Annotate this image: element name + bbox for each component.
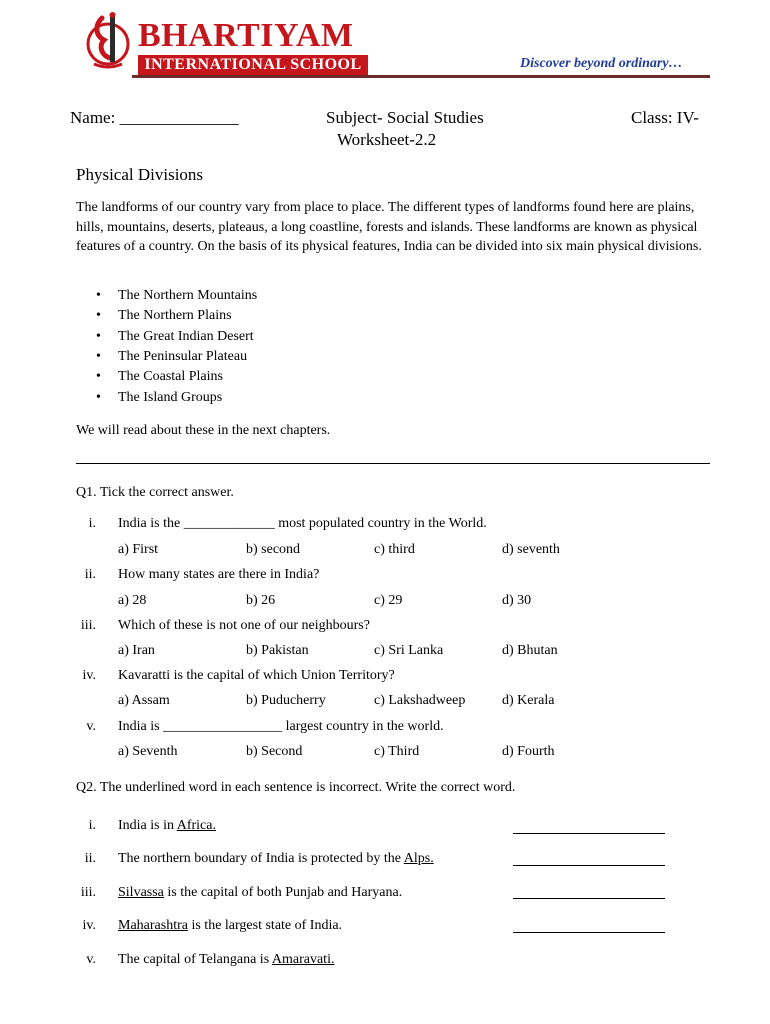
option-a: a) Assam: [118, 693, 170, 708]
option-c: c) Sri Lanka: [374, 643, 444, 658]
closing-line: We will read about these in the next chapters.: [76, 423, 331, 438]
option-a: a) Seventh: [118, 744, 178, 759]
answer-line: [513, 865, 665, 866]
question-text: Which of these is not one of our neighbours?: [118, 618, 370, 633]
q1-title: Q1. Tick the correct answer.: [76, 485, 234, 500]
sentence-text: The capital of Telangana is Amaravati.: [118, 952, 335, 967]
school-emblem-icon: [84, 12, 132, 72]
option-d: d) 30: [502, 593, 532, 608]
bullet-icon: •: [96, 308, 101, 324]
bullet-icon: •: [96, 348, 101, 364]
bullet-icon: •: [96, 328, 101, 344]
option-c: c) Lakshadweep: [374, 693, 466, 708]
section-title: Physical Divisions: [76, 165, 204, 184]
q2-title: Q2. The underlined word in each sentence is incorrect. Write the correct word.: [76, 780, 516, 795]
option-b: b) second: [246, 542, 301, 557]
option-a: a) First: [118, 542, 159, 557]
student-name-field: Name: ______________: [70, 108, 239, 127]
sentence-text: Silvassa is the capital of both Punjab and Haryana.: [118, 885, 403, 900]
option-a: a) Iran: [118, 643, 155, 658]
intro-paragraph: The landforms of our country vary from place to place. The different types of landforms found here are plains, hills, mountains, deserts, plateaus, a long coastline, forests and islands. These landforms are known as physical features of a country. On the basis of its physical features, India can be divided into six main physical divisions.: [76, 200, 702, 254]
option-d: d) Fourth: [502, 744, 555, 759]
incorrect-word: Alps.: [403, 851, 434, 866]
option-a: a) 28: [118, 593, 147, 608]
option-d: d) seventh: [502, 542, 560, 557]
option-c: c) Third: [374, 744, 420, 759]
option-b: b) Pakistan: [246, 643, 309, 658]
sentence-text: India is in Africa.: [118, 818, 216, 833]
incorrect-word: Africa.: [176, 818, 216, 833]
option-d: d) Kerala: [502, 693, 555, 708]
school-subtitle: INTERNATIONAL SCHOOL: [138, 55, 368, 75]
bullet-icon: •: [96, 369, 101, 385]
incorrect-word: Amaravati.: [271, 952, 335, 967]
answer-line: [513, 833, 665, 834]
subject-label: Subject- Social Studies: [326, 108, 484, 127]
header-divider: [132, 75, 710, 78]
question-text: Kavaratti is the capital of which Union Territory?: [118, 668, 395, 683]
school-tagline: Discover beyond ordinary…: [520, 56, 683, 71]
section-divider: [76, 463, 710, 464]
question-text: India is _________________ largest country in the world.: [118, 719, 444, 734]
sentence-text: The northern boundary of India is protected by the Alps.: [118, 851, 434, 866]
answer-line: [513, 932, 665, 933]
option-b: b) 26: [246, 593, 276, 608]
option-c: c) third: [374, 542, 415, 557]
question-text: India is the _____________ most populated country in the World.: [118, 516, 487, 531]
option-c: c) 29: [374, 593, 403, 608]
answer-line: [513, 898, 665, 899]
school-name: BHARTIYAM: [138, 17, 354, 54]
bullet-icon: •: [96, 389, 101, 405]
option-d: d) Bhutan: [502, 643, 558, 658]
incorrect-word: Maharashtra: [118, 918, 188, 933]
question-text: How many states are there in India?: [118, 567, 320, 582]
option-b: b) Puducherry: [246, 693, 326, 708]
worksheet-label: Worksheet-2.2: [337, 130, 437, 149]
class-label: Class: IV-: [631, 108, 699, 127]
bullet-icon: •: [96, 288, 101, 303]
incorrect-word: Silvassa: [118, 885, 164, 900]
sentence-text: Maharashtra is the largest state of India.: [118, 918, 343, 933]
option-b: b) Second: [246, 744, 303, 759]
